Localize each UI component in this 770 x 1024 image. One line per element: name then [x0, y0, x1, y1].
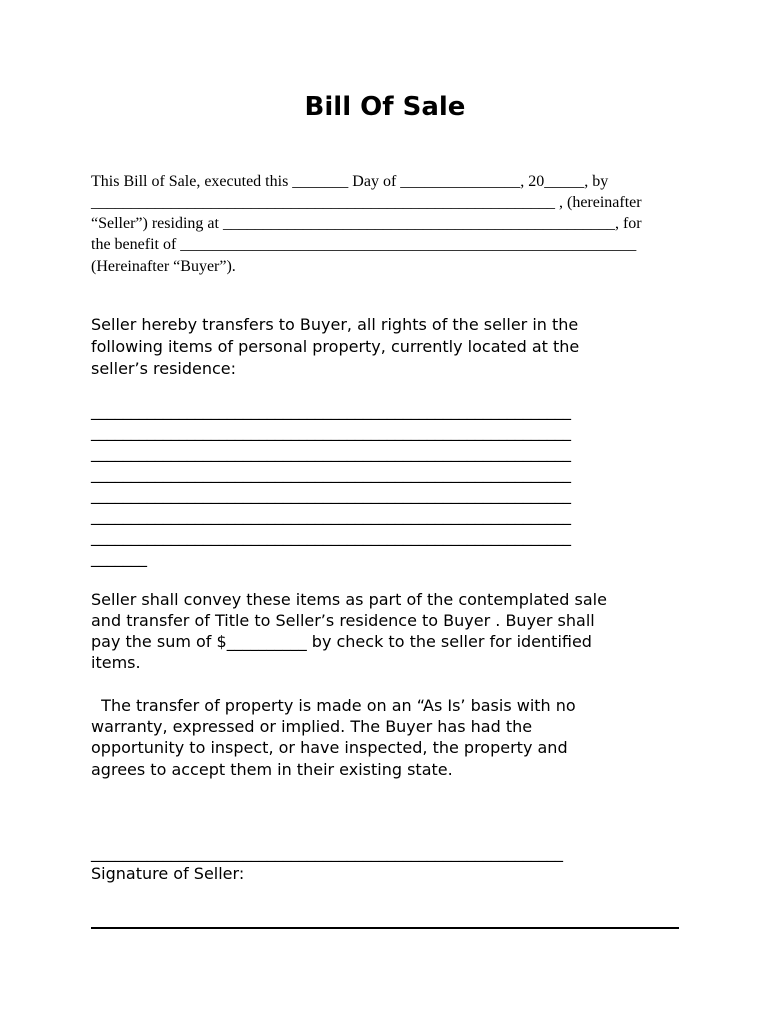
item-blank-line: ____________________________________________________________: [91, 485, 571, 504]
as-is-line: opportunity to inspect, or have inspected, the property and: [91, 738, 568, 757]
item-blank-line: ____________________________________________________________: [91, 464, 571, 483]
item-blank-line: ____________________________________________________________: [91, 401, 571, 420]
convey-line: items.: [91, 653, 141, 672]
intro-line: __________________________________________________________ , (hereinafter: [91, 194, 642, 211]
bottom-rule: [91, 927, 679, 929]
convey-line: Seller shall convey these items as part of the contemplated sale: [91, 590, 607, 609]
signature-label: Signature of Seller:: [91, 864, 245, 883]
as-is-line: The transfer of property is made on an “As Is’ basis with no: [91, 696, 576, 715]
intro-line: the benefit of _________________________________________________________: [91, 236, 637, 253]
item-blank-line: _______: [91, 548, 147, 567]
transfer-line: seller’s residence:: [91, 359, 237, 378]
convey-line: pay the sum of $__________ by check to the seller for identified: [91, 632, 592, 651]
intro-line: “Seller”) residing at _________________________________________________, for: [91, 215, 642, 232]
signature-line: ___________________________________________________________: [91, 843, 563, 862]
item-blank-line: ____________________________________________________________: [91, 506, 571, 525]
transfer-line: Seller hereby transfers to Buyer, all rights of the seller in the: [91, 315, 579, 334]
document-title: Bill Of Sale: [304, 92, 466, 122]
intro-line: This Bill of Sale, executed this _______ Day of _______________, 20_____, by: [91, 173, 609, 190]
as-is-line: warranty, expressed or implied. The Buyer has had the: [91, 717, 533, 736]
as-is-line: agrees to accept them in their existing state.: [91, 760, 453, 779]
convey-line: and transfer of Title to Seller’s residence to Buyer . Buyer shall: [91, 611, 595, 630]
intro-line: (Hereinafter “Buyer”).: [91, 258, 236, 275]
transfer-line: following items of personal property, currently located at the: [91, 337, 580, 356]
item-blank-line: ____________________________________________________________: [91, 527, 571, 546]
item-blank-line: ____________________________________________________________: [91, 443, 571, 462]
item-blank-line: ____________________________________________________________: [91, 422, 571, 441]
